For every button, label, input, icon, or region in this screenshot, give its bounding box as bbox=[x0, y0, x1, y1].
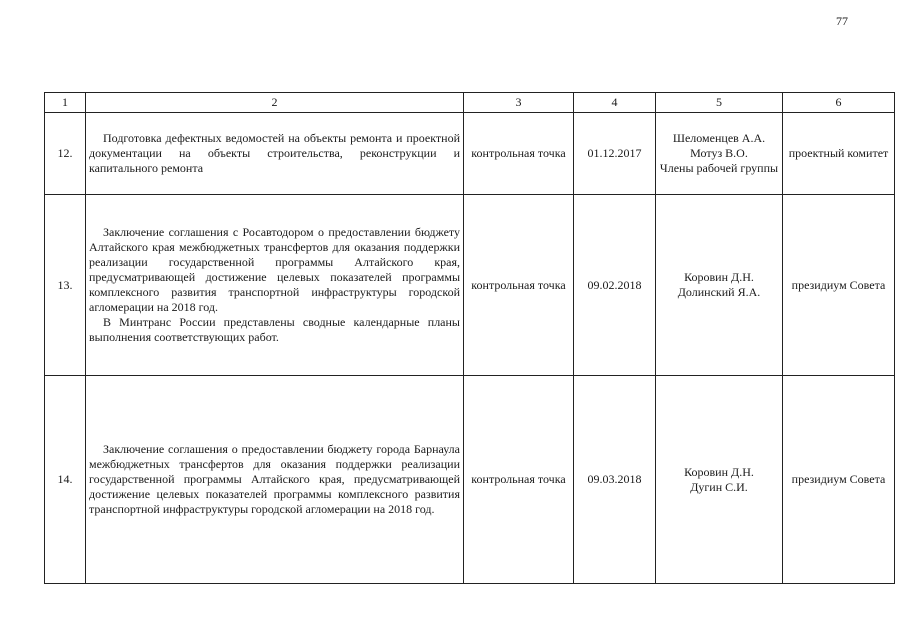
task-description bbox=[86, 113, 464, 195]
header-cell: 5 bbox=[656, 93, 783, 113]
table-row bbox=[45, 113, 895, 195]
header-cell: 3 bbox=[464, 93, 574, 113]
row-number: 14. bbox=[45, 376, 86, 584]
header-cell: 2 bbox=[86, 93, 464, 113]
row-number: 13. bbox=[45, 195, 86, 376]
due-date: 09.03.2018 bbox=[574, 376, 656, 584]
page-number: 77 bbox=[836, 14, 848, 28]
due-date: 09.02.2018 bbox=[574, 195, 656, 376]
responsible-persons bbox=[656, 113, 783, 195]
row-number: 12. bbox=[45, 113, 86, 195]
task-paragraph: В Минтранс России представлены сводные календарные планы выполнения соответствующих работ. bbox=[89, 315, 460, 344]
responsible-text: Коровин Д.Н. Долинский Я.А. bbox=[677, 270, 761, 299]
responsible-persons bbox=[656, 376, 783, 584]
responsible-persons bbox=[656, 195, 783, 376]
task-description bbox=[86, 376, 464, 584]
schedule-table bbox=[44, 92, 895, 584]
header-row bbox=[45, 93, 895, 113]
event-type: контрольная точка bbox=[464, 376, 574, 584]
table-row bbox=[45, 376, 895, 584]
event-type: контрольная точка bbox=[464, 195, 574, 376]
header-cell: 6 bbox=[783, 93, 895, 113]
responsible-text: Шеломенцев А.А. Мотуз В.О. Члены рабочей группы bbox=[659, 131, 779, 175]
task-description bbox=[86, 195, 464, 376]
task-paragraph: Подготовка дефектных ведомостей на объекты ремонта и проектной документации на объекты строительства, реконструкции и капитального ремонта bbox=[89, 131, 460, 175]
responsible-text: Коровин Д.Н. Дугин С.И. bbox=[684, 464, 754, 494]
task-paragraph: Заключение соглашения о предоставлении бюджету города Барнаула межбюджетных трансфертов для оказания поддержки реализации государственной программы Алтайского края, предусматривающей достижение целевых показателей программы комплексного развития транспортной инфраструктуры городской агломерации на 2018 год. bbox=[89, 442, 460, 516]
header-cell: 1 bbox=[45, 93, 86, 113]
header-cell: 4 bbox=[574, 93, 656, 113]
due-date: 01.12.2017 bbox=[574, 113, 656, 195]
control-level: президиум Совета bbox=[783, 376, 895, 584]
table-row bbox=[45, 195, 895, 376]
control-level: проектный комитет bbox=[783, 113, 895, 195]
control-level: президиум Совета bbox=[783, 195, 895, 376]
task-paragraph: Заключение соглашения с Росавтодором о предоставлении бюджету Алтайского края межбюджетных трансфертов для оказания поддержки реализации государственной программы Алтайского края, предусматривающей достижение целевых показателей программы комплексного развития транспортной инфраструктуры городской агломерации на 2018 год. bbox=[89, 225, 460, 314]
event-type: контрольная точка bbox=[464, 113, 574, 195]
